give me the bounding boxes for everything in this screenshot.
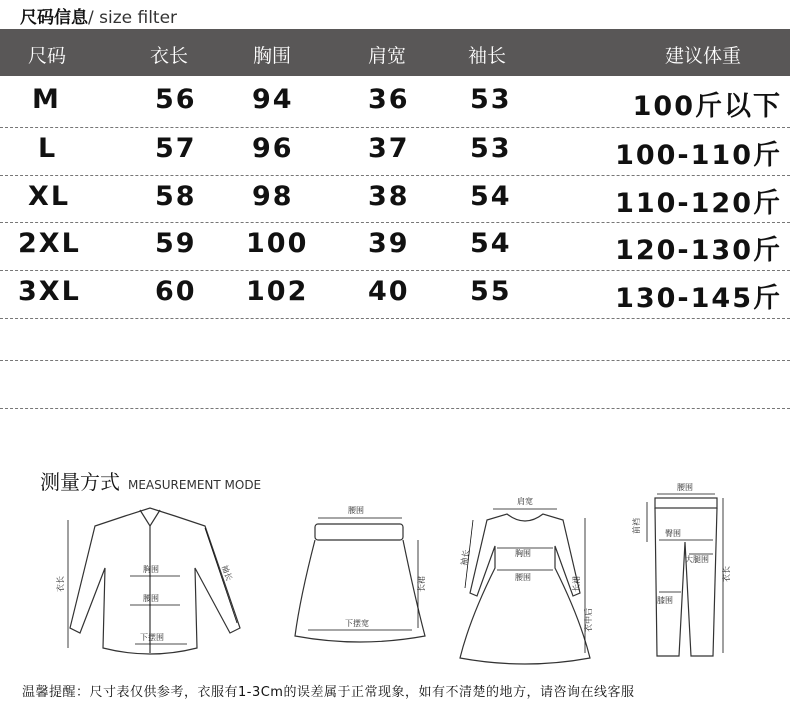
dress-back-length-label: 衣中后 [584,608,593,632]
dress-sleeve-label: 袖长 [459,548,472,567]
cell-size: XL [28,181,71,212]
skirt-waist-label: 腰围 [348,506,364,515]
cell-size: 2XL [18,228,81,259]
cell-sleeve: 54 [470,181,512,212]
cell-size: 3XL [18,276,81,307]
pants-waist-label: 腰围 [677,483,693,492]
row-divider [0,360,790,361]
cell-sleeve: 54 [470,228,512,259]
cell-weight: 120-130斤 [615,235,782,266]
shirt-hem-label: 下摆围 [140,633,164,642]
cell-shoulder: 40 [368,276,410,307]
cell-sleeve: 53 [470,133,512,164]
cell-weight: 100-110斤 [615,140,782,171]
cell-weight: 100斤以下 [632,91,782,122]
cell-sleeve: 53 [470,84,512,115]
cell-chest: 100 [246,228,309,259]
col-header-chest: 胸围 [253,45,292,67]
cell-length: 58 [155,181,197,212]
cell-length: 59 [155,228,197,259]
size-table-header [0,29,790,76]
dress-waist-label: 腰围 [515,573,531,582]
pants-knee-label: 膝围 [657,596,673,605]
shirt-length-label: 衣长 [56,576,65,592]
cell-chest: 96 [252,133,294,164]
skirt-hem-label: 下摆宽 [345,619,369,628]
table-row [0,175,790,222]
cell-weight: 110-120斤 [615,188,782,219]
skirt-diagram [290,488,440,673]
col-header-shoulder: 肩宽 [368,45,407,67]
col-header-length: 衣长 [150,45,189,67]
cell-shoulder: 39 [368,228,410,259]
row-divider [0,408,790,409]
skirt-waistband [315,524,403,540]
cell-chest: 94 [252,84,294,115]
pants-diagram [625,483,745,673]
row-divider [0,318,790,319]
footer-note: 温馨提醒：尺寸表仅供参考，衣服有1-3Cm的误差属于正常现象，如有不清楚的地方，请咨询在线客服 [22,685,635,700]
table-row [0,222,790,269]
table-row [0,270,790,317]
pants-waistband [655,498,717,508]
section-title-cn: 尺码信息 [20,8,88,28]
col-header-weight: 建议体重 [665,45,742,67]
measurement-title-cn: 测量方式 [40,470,120,494]
shirt-waist-label: 腰围 [143,594,159,603]
cell-length: 56 [155,84,197,115]
measurement-title-en: MEASUREMENT MODE [128,478,262,492]
pants-length-label: 衣长 [722,566,731,582]
cell-sleeve: 55 [470,276,512,307]
dress-chest-label: 胸围 [515,549,531,558]
shirt-chest-label: 胸围 [143,565,159,574]
dress-length-label: 长裙 [572,576,581,592]
shirt-diagram [55,488,255,673]
pants-hip-label: 臀围 [665,529,681,538]
cell-shoulder: 38 [368,181,410,212]
section-title-en: / size filter [88,8,178,28]
cell-chest: 102 [246,276,309,307]
table-row [0,127,790,174]
cell-shoulder: 37 [368,133,410,164]
pants-front-rise-label: 前裆 [632,518,641,534]
dress-outline [460,514,590,664]
cell-length: 60 [155,276,197,307]
col-header-sleeve: 袖长 [468,45,507,67]
cell-chest: 98 [252,181,294,212]
cell-size: M [32,84,61,115]
cell-weight: 130-145斤 [615,283,782,314]
col-header-size: 尺码 [28,45,67,67]
cell-shoulder: 36 [368,84,410,115]
cell-length: 57 [155,133,197,164]
cell-size: L [38,133,58,164]
dress-diagram [455,488,605,673]
pants-thigh-label: 大腿围 [685,555,709,564]
shirt-sleeve-label: 袖长 [219,563,234,582]
section-title [20,3,177,28]
dress-shoulder-label: 肩宽 [517,497,533,506]
skirt-length-label: 长裙 [417,576,426,592]
table-row [0,78,790,125]
